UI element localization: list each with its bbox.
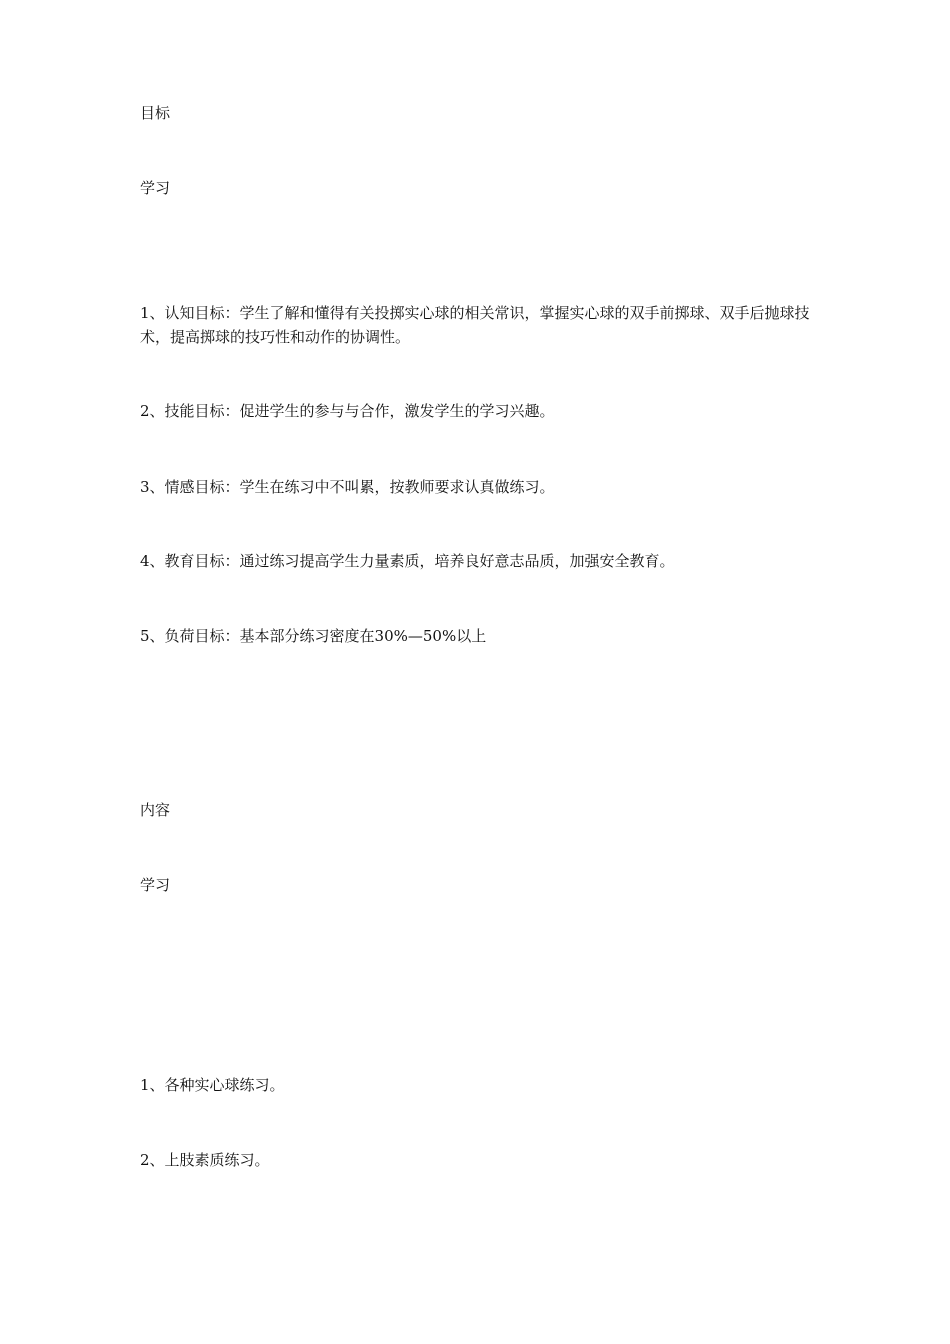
content-item-1: 1、各种实心球练习。	[140, 1076, 285, 1094]
goals-subheading: 学习	[140, 179, 171, 197]
content-item-2: 2、上肢素质练习。	[140, 1151, 270, 1169]
goal-item-1: 1、认知目标：学生了解和懂得有关投掷实心球的相关常识，掌握实心球的双手前掷球、双手后抛球技术，提高掷球的技巧性和动作的协调性。	[140, 304, 810, 346]
goal-item-3: 3、情感目标：学生在练习中不叫累，按教师要求认真做练习。	[140, 478, 555, 496]
goals-heading: 目标	[140, 104, 171, 122]
content-heading: 内容	[140, 801, 171, 819]
goal-item-4: 4、教育目标：通过练习提高学生力量素质，培养良好意志品质，加强安全教育。	[140, 552, 675, 570]
goal-item-5: 5、负荷目标：基本部分练习密度在30%—50%以上	[140, 627, 487, 645]
content-subheading: 学习	[140, 876, 171, 894]
goal-item-2: 2、技能目标：促进学生的参与与合作，激发学生的学习兴趣。	[140, 402, 555, 420]
